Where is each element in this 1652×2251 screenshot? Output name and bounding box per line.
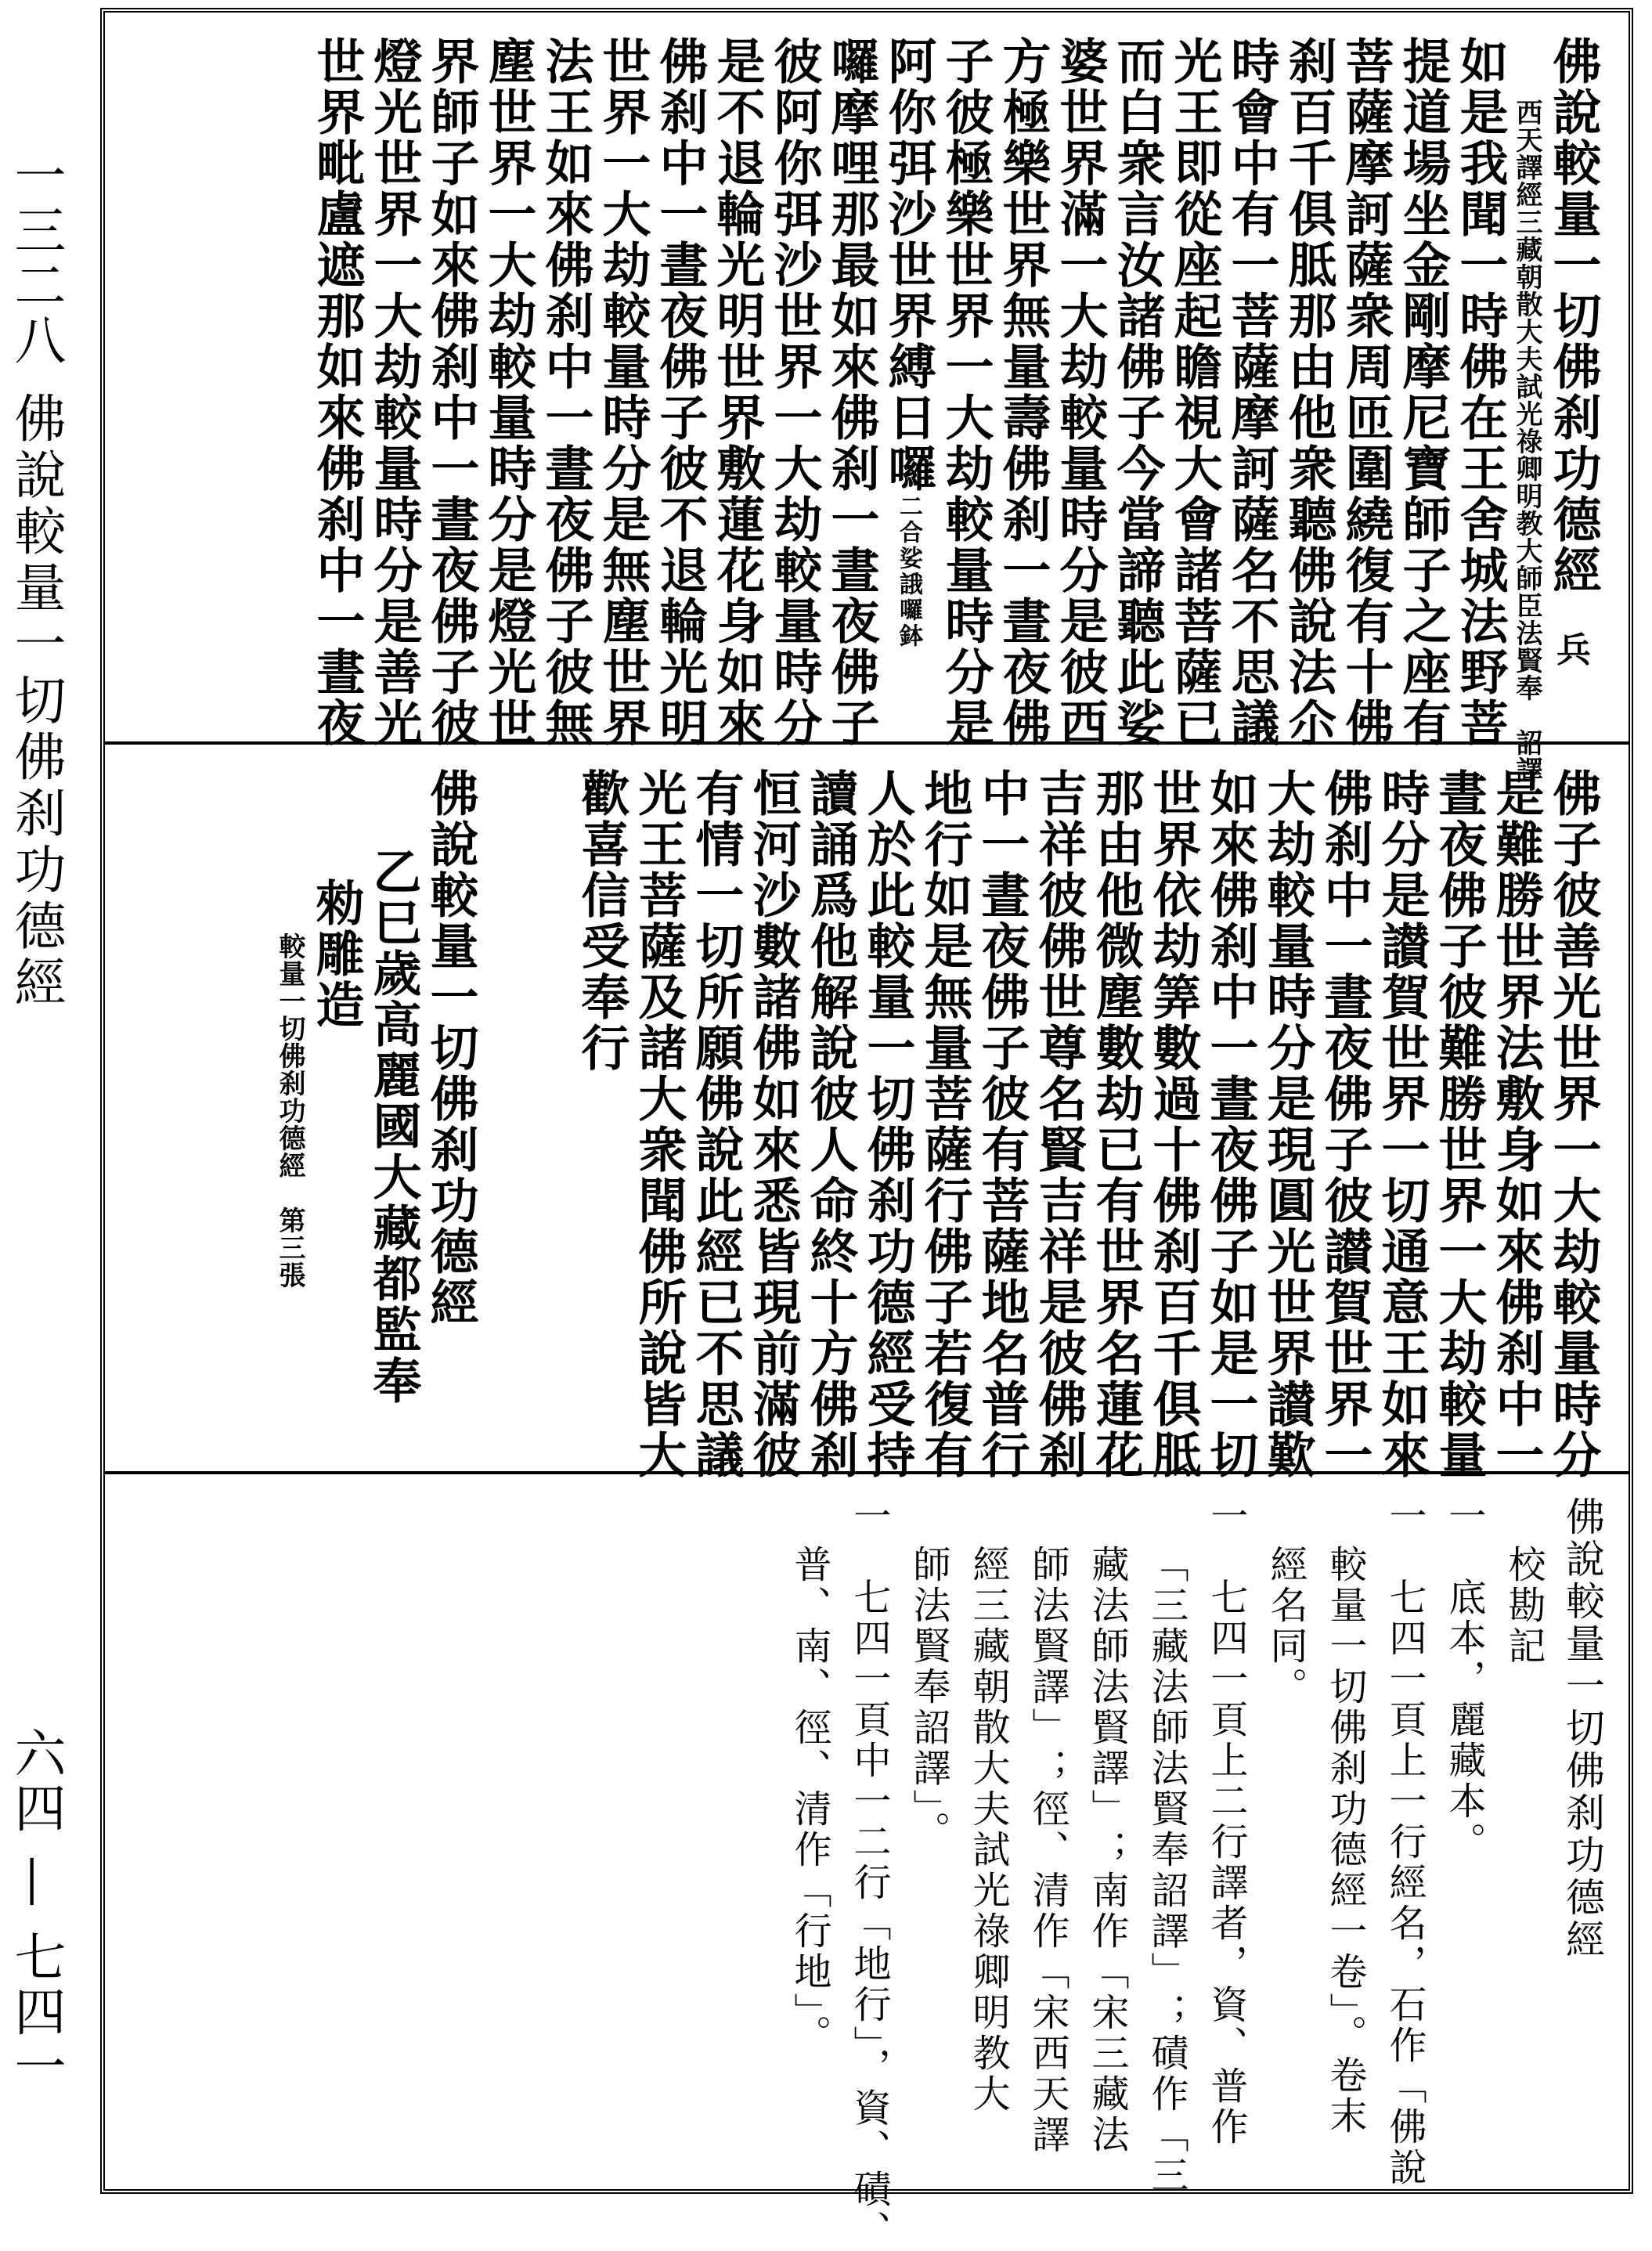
closing-title: 佛說較量一切佛刹功德經 xyxy=(422,768,479,1328)
register-collation-notes xyxy=(105,1474,1629,2251)
text-column: 佛刹中一晝夜佛子彼讃賀世界一 xyxy=(1316,768,1373,1481)
text-column: 晝夜佛子彼難勝世界一大劫較量 xyxy=(1430,768,1488,1481)
colophon-line: 勑雕造 xyxy=(308,878,365,1030)
note-entry: 經名同。 xyxy=(1264,1545,1308,1708)
text-column: 如是我聞一時佛在王舍城法野菩 xyxy=(1452,36,1509,749)
text-column: 法王如來佛刹中一晝夜佛子彼無 xyxy=(537,36,594,749)
text-column: 時分是讃賀世界一切通意王如來 xyxy=(1373,768,1430,1481)
note-entry: 藏法師法賢譯」；南作「宋三藏法 xyxy=(1085,1545,1129,2155)
text-column: 阿你弭沙世界縛日囉二合娑誐囉鉢 xyxy=(880,36,937,649)
interlinear-note: 二合娑誐囉鉢 xyxy=(895,494,922,649)
note-entry: 一 七四一頁上二行譯者，資、普作 xyxy=(1204,1496,1248,2148)
text-column: 子彼極樂世界一大劫較量時分是 xyxy=(937,36,994,749)
note-entry: 一 七四一頁中一二行「地行」，資、磧、 xyxy=(847,1496,891,2251)
carver-note: 較量一切佛刹功德經 第三張 xyxy=(274,933,305,1289)
text-column: 而白衆言汝諸佛子今當諦聽此娑 xyxy=(1109,36,1166,749)
text-column: 讀誦爲他解說彼人命終十方佛刹 xyxy=(802,768,859,1481)
text-column: 界師子如來佛刹中一晝夜佛子彼 xyxy=(423,36,480,749)
text-columns xyxy=(267,768,1602,1481)
translator-line: 西天譯經三藏朝散大夫試光祿卿明教大師臣法賢奉 詔譯 xyxy=(1511,99,1542,784)
text-column: 刹百千俱胝那由他衆聽佛說法尒 xyxy=(1280,36,1337,749)
text-column: 世界一大劫較量時分是無塵世界 xyxy=(594,36,651,749)
note-entry: 「三藏法師法賢奉詔譯」；磧作「三 xyxy=(1145,1545,1189,2196)
text-column: 是難勝世界法敷身如來佛刹中一 xyxy=(1488,768,1545,1481)
colophon-line: 乙巳歲高麗國大藏都監奉 xyxy=(365,846,422,1406)
text-column: 菩薩摩訶薩衆周匝圍繞復有十佛 xyxy=(1337,36,1394,749)
text-columns xyxy=(304,36,1602,784)
page-number: 六四 — 七四一 xyxy=(5,1726,66,2094)
text-column: 有情一切所願佛說此經已不思議 xyxy=(687,768,745,1481)
text-column: 佛刹中一晝夜佛子彼不退輪光明 xyxy=(651,36,709,749)
note-entry: 師法賢譯」；徑、清作「宋西天譯 xyxy=(1026,1545,1069,2155)
text-column: 人於此較量一切佛刹功德經受持 xyxy=(859,768,916,1481)
text-column: 佛子彼善光世界一大劫較量時分 xyxy=(1545,768,1602,1481)
notes-title: 佛說較量一切佛刹功德經 xyxy=(1560,1496,1605,1961)
text-column: 時會中有一菩薩摩訶薩名不思議 xyxy=(1223,36,1280,749)
note-entry: 較量一切佛刹功德經一卷」。卷末 xyxy=(1323,1545,1367,2137)
text-column: 光王菩薩及諸大衆聞佛所說皆大 xyxy=(630,768,687,1481)
sutra-title: 佛說較量一切佛刹功德經 xyxy=(1545,36,1602,596)
text-column: 燈光世界一大劫較量時分是善光 xyxy=(366,36,423,749)
note-entry: 一 底本，麗藏本。 xyxy=(1442,1496,1486,1863)
text-column: 恒河沙數諸佛如來悉皆現前滿彼 xyxy=(745,768,802,1481)
text-column: 如來佛刹中一晝夜佛子如是一切 xyxy=(1202,768,1259,1481)
text-column: 中一晝夜佛子彼有菩薩地名普行 xyxy=(973,768,1030,1481)
register-top xyxy=(105,13,1629,784)
text-column: 提道場坐金剛摩尼寶師子之座有 xyxy=(1394,36,1452,749)
text-column: 囉摩哩那最如來佛刹一晝夜佛子 xyxy=(823,36,880,749)
text-column: 地行如是無量菩薩行佛子若復有 xyxy=(916,768,973,1481)
text-column: 大劫較量時分是現圓光世界讃歎 xyxy=(1259,768,1316,1481)
volume-number: 一三二八 xyxy=(5,149,66,368)
note-entry: 一 七四一頁上一行經名，石作「佛說 xyxy=(1383,1496,1427,2188)
notes-heading: 校勘記 xyxy=(1502,1545,1546,1667)
text-column: 塵世界一大劫較量時分是燈光世 xyxy=(480,36,537,749)
text-column: 世界毗盧遮那如來佛刹中一晝夜 xyxy=(308,36,366,749)
note-entry: 經三藏朝散大夫試光祿卿明教大 xyxy=(966,1545,1010,2115)
text-column: 歡喜信受奉行 xyxy=(573,768,630,1073)
note-entry: 普、南、徑、清作「行地」。 xyxy=(788,1545,831,2055)
text-column: 世界依劫筭數過十佛刹百千俱胝 xyxy=(1145,768,1202,1481)
text-column: 是不退輪光明世界敷蓮花身如來 xyxy=(709,36,766,749)
text-column: 婆世界滿一大劫較量時分是彼西 xyxy=(1051,36,1109,749)
column-spacer xyxy=(474,768,568,1481)
text-column: 光王即從座起瞻視大會諸菩薩已 xyxy=(1166,36,1223,749)
sutra-title-margin: 佛說較量一切佛刹功德經 xyxy=(5,391,66,1012)
text-column: 彼阿你弭沙世界一大劫較量時分 xyxy=(766,36,823,749)
text-column: 吉祥彼佛世尊名賢吉祥是彼佛刹 xyxy=(1030,768,1088,1481)
note-entry: 師法賢奉詔譯」。 xyxy=(907,1545,950,1852)
section-mark: 兵 xyxy=(1556,630,1591,670)
notes-columns xyxy=(778,1496,1605,2251)
page-frame xyxy=(100,8,1633,2251)
register-middle xyxy=(105,745,1629,1481)
text-column: 方極樂世界無量壽佛刹一晝夜佛 xyxy=(994,36,1051,749)
text-column: 那由他微塵數劫已有世界名蓮花 xyxy=(1088,768,1145,1481)
